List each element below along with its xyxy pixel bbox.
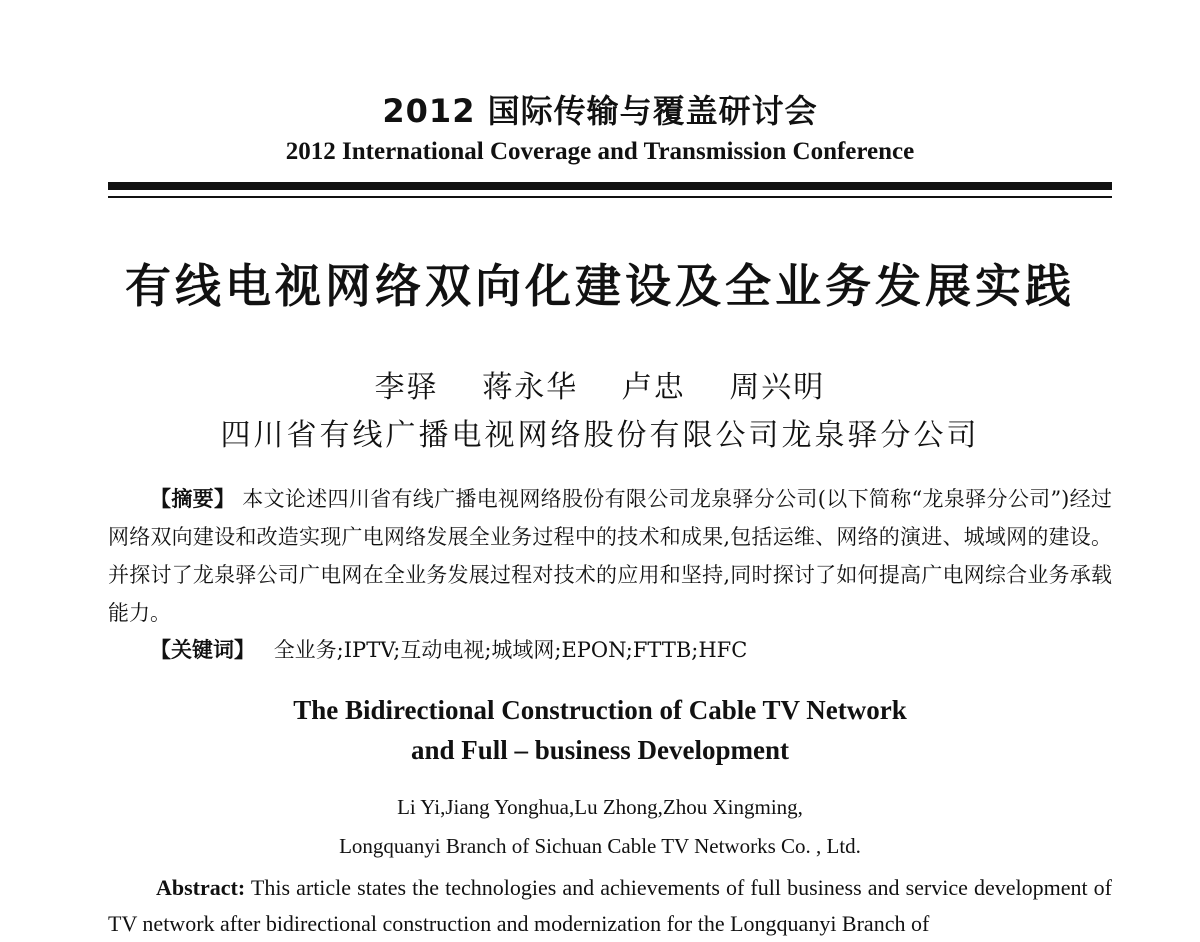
conference-title-en: 2012 International Coverage and Transmission Conference — [285, 138, 915, 165]
author-cn: 周兴明 — [729, 370, 826, 405]
abstract-label-cn: 【摘要】 — [150, 487, 236, 511]
paper-title-cn: 有线电视网络双向化建设及全业务发展实践 — [125, 259, 1075, 313]
author-cn: 李驿 — [374, 370, 439, 405]
author-list-en: Li Yi,Jiang Yonghua,Lu Zhong,Zhou Xingming, — [397, 795, 803, 819]
keywords-cn — [150, 634, 1110, 664]
abstract-label-en: Abstract: — [156, 875, 246, 900]
header-rule-thin — [108, 196, 1112, 198]
author-cn: 卢忠 — [621, 370, 686, 405]
keywords-text-cn: 全业务;IPTV;互动电视;城域网;EPON;FTTB;HFC — [273, 638, 748, 662]
abstract-cn — [108, 480, 1112, 632]
paper-title-en-line2: and Full – business Development — [410, 735, 790, 765]
affiliation-cn: 四川省有线广播电视网络股份有限公司龙泉驿分公司 — [220, 418, 980, 453]
abstract-text-cn: 本文论述四川省有线广播电视网络股份有限公司龙泉驿分公司(以下简称“龙泉驿分公司”)经过网络双向建设和改造实现广电网络发展全业务过程中的技术和成果,包括运维、网络的演进、城域网的建设。并探讨了龙泉驿公司广电网在全业务发展过程对技术的应用和坚持,同时探讨了如何提高广电网综合业务承载能力。 — [108, 487, 1113, 625]
keywords-label-cn: 【关键词】 — [150, 638, 255, 662]
conference-title-cn: 2012 国际传输与覆盖研讨会 — [382, 92, 818, 130]
author-list-cn — [0, 362, 1200, 406]
paper-title-en — [0, 690, 1200, 770]
abstract-en — [108, 870, 1112, 942]
affiliation-en: Longquanyi Branch of Sichuan Cable TV Networks Co. , Ltd. — [339, 834, 861, 858]
paper-title-en-line1: The Bidirectional Construction of Cable TV Network — [293, 695, 907, 725]
author-cn: 蒋永华 — [482, 370, 579, 405]
header-rule-thick — [108, 182, 1112, 190]
abstract-text-en: This article states the technologies and achievements of full business and service development of TV network after bidirectional construction and modernization for the Longquanyi Branch of — [108, 875, 1112, 936]
